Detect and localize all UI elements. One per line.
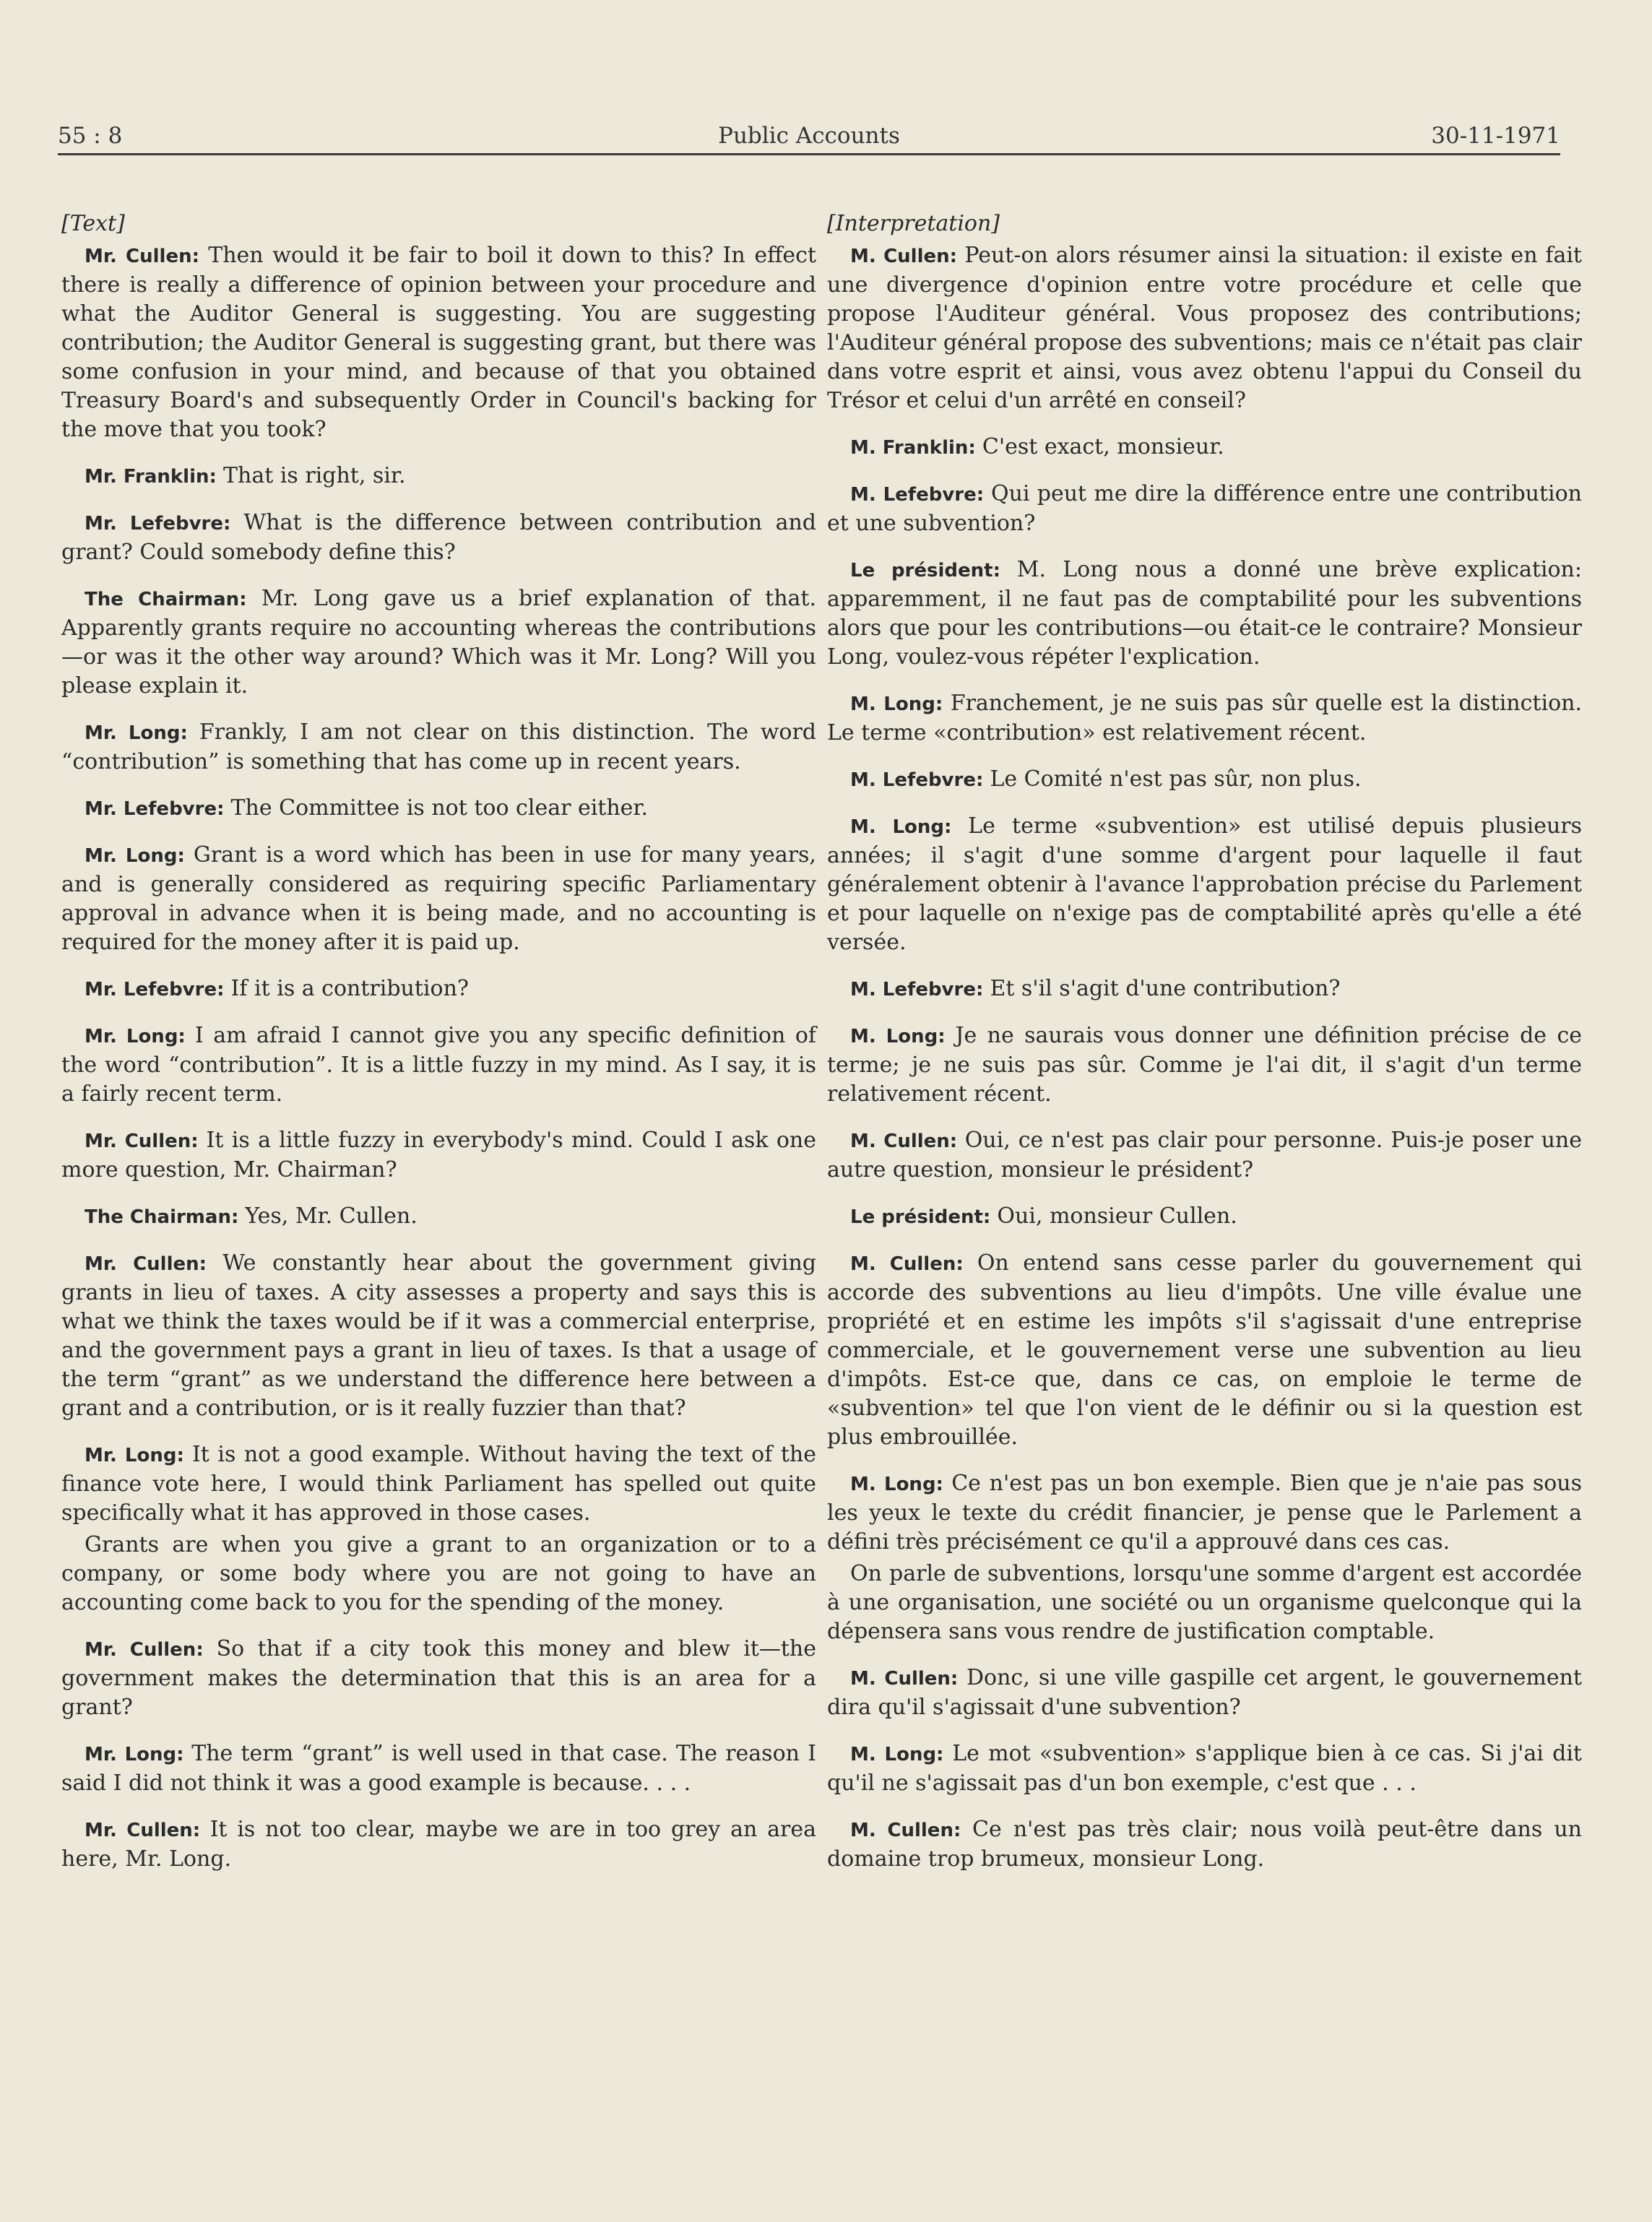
speech-text: Le mot «subvention» s'applique bien à ce cas. Si j'ai dit qu'il ne s'agissait pas d'un bon exemple, c'est que . . .	[827, 1741, 1582, 1796]
speech-text: Grant is a word which has been in use for many years, and is generally considered as requiring specific Parliamentary approval in advance when it is being made, and no accounting is required for the money after it is paid up.	[61, 842, 816, 955]
speech-text: M. Long nous a donné une brève explication: apparemment, il ne faut pas de comptabilité pour les subventions alors que pour les contributions—ou était-ce le contraire? Monsieur Long, voulez-vous répéter l'explication.	[827, 557, 1582, 670]
speech-paragraph	[61, 974, 816, 1004]
speech-text: Oui, ce n'est pas clair pour personne. Puis-je poser une autre question, monsieur le président?	[827, 1128, 1582, 1183]
speech-paragraph	[61, 841, 816, 957]
speaker-name: M. Cullen:	[850, 1131, 958, 1152]
speech-text: Then would it be fair to boil it down to this? In effect there is really a difference of opinion between your procedure and what the Auditor General is suggesting. You are suggesting contribution; the Auditor General is suggesting grant, but there was some confusion in your mind, and because of that you obtained Treasury Board's and subsequently Order in Council's backing for the move that you took?	[61, 243, 817, 442]
speaker-name: M. Long:	[850, 1026, 946, 1047]
speech-text: Oui, monsieur Cullen.	[997, 1203, 1237, 1229]
speech-paragraph	[827, 1469, 1582, 1557]
speech-paragraph	[827, 1664, 1582, 1722]
speech-paragraph	[61, 1440, 816, 1528]
language-label: [Interpretation]	[827, 211, 1000, 236]
speaker-name: The Chairman:	[85, 1206, 239, 1228]
speech-paragraph	[61, 1635, 816, 1722]
speaker-name: Mr. Long:	[85, 722, 188, 744]
speaker-name: Le président:	[850, 1206, 991, 1228]
speaker-name: M. Cullen:	[850, 1668, 959, 1690]
page-header	[58, 116, 1560, 155]
speech-text: The term “grant” is well used in that case. The reason I said I did not think it was a good example is because. . . .	[61, 1741, 816, 1796]
speech-paragraph	[827, 433, 1582, 462]
speech-text: It is not too clear, maybe we are in too grey an area here, Mr. Long.	[61, 1817, 817, 1872]
speech-text: What is the difference between contribution and grant? Could somebody define this?	[61, 510, 816, 565]
speech-text: Je ne saurais vous donner une définition précise de ce terme; je ne suis pas sûr. Comme je l'ai dit, il s'agit d'un terme relativement récent.	[827, 1023, 1582, 1107]
speech-text: Ce n'est pas très clair; nous voilà peut-être dans un domaine trop brumeux, monsieur Long.	[827, 1817, 1582, 1872]
speech-paragraph	[827, 556, 1582, 672]
speech-paragraph	[61, 462, 816, 491]
speech-paragraph	[61, 794, 816, 823]
language-label: [Text]	[61, 211, 125, 236]
speaker-name: Mr. Long:	[85, 845, 185, 867]
speech-text: Et s'il s'agit d'une contribution?	[990, 976, 1341, 1001]
speech-text: C'est exact, monsieur.	[982, 434, 1224, 459]
speaker-name: Mr. Long:	[85, 1026, 186, 1047]
speech-paragraph	[827, 812, 1582, 957]
speaker-name: The Chairman:	[85, 589, 247, 610]
continuation-paragraph	[61, 1531, 816, 1617]
continuation-paragraph	[827, 1560, 1582, 1646]
page-date: 30-11-1971	[1431, 123, 1560, 149]
speech-text: Le terme «subvention» est utilisé depuis plusieurs années; il s'agit d'une somme d'argent pour laquelle il faut généralement obtenir à l'avance l'approbation précise du Parlement et pour laquelle on n'exige pas de comptabilité après qu'elle a été versée.	[827, 813, 1583, 955]
speaker-name: Mr. Lefebvre:	[85, 513, 231, 535]
speech-text: If it is a contribution?	[230, 976, 469, 1001]
speech-text: It is not a good example. Without having the text of the finance vote here, I would think Parliament has spelled out quite specifically what it has approved in those cases.	[61, 1442, 816, 1526]
speech-text: Ce n'est pas un bon exemple. Bien que je n'aie pas sous les yeux le texte du crédit financier, je pense que le Parlement a défini très précisément ce qu'il a approuvé dans ces cas.	[827, 1471, 1582, 1555]
speaker-name: M. Lefebvre:	[850, 979, 984, 1000]
speaker-name: Mr. Long:	[85, 1744, 184, 1765]
speech-text: On entend sans cesse parler du gouvernement qui accorde des subventions au lieu d'impôts. Une ville évalue une propriété et en estime les impôts s'il s'agissait d'une entreprise commerciale, et le gouvernement verse une subvention au lieu d'impôts. Est-ce que, dans ce cas, on emploie le terme de «subvention» tel que l'on vient de le définir ou si la question est plus embrouillée.	[827, 1250, 1582, 1450]
speech-paragraph	[61, 584, 816, 701]
speech-text: Mr. Long gave us a brief explanation of that. Apparently grants require no accounting whereas the contributions—or was it the other way around? Which was it Mr. Long? Will you please explain it.	[61, 586, 816, 699]
english-column	[61, 209, 816, 1891]
speech-text: It is a little fuzzy in everybody's mind. Could I ask one more question, Mr. Chairman?	[61, 1128, 816, 1183]
speaker-name: M. Cullen:	[850, 246, 958, 267]
speech-text: I am afraid I cannot give you any specific definition of the word “contribution”. It is a little fuzzy in my mind. As I say, it is a fairly recent term.	[61, 1023, 816, 1107]
page-number: 55 : 8	[58, 123, 123, 149]
speech-paragraph	[61, 1126, 816, 1185]
french-column	[827, 209, 1582, 1891]
speech-paragraph	[61, 718, 816, 777]
speaker-name: Mr. Franklin:	[85, 466, 217, 488]
speaker-name: M. Lefebvre:	[850, 769, 984, 791]
speaker-name: Mr. Long:	[85, 1445, 184, 1466]
speaker-name: Mr. Lefebvre:	[85, 979, 225, 1000]
speech-paragraph	[827, 1249, 1582, 1452]
speech-paragraph	[61, 1815, 816, 1874]
speech-paragraph	[827, 1202, 1582, 1232]
speech-paragraph	[61, 1021, 816, 1109]
speech-paragraph	[827, 1815, 1582, 1874]
speech-paragraph	[827, 1021, 1582, 1109]
speech-paragraph	[827, 241, 1582, 415]
speech-text: Yes, Mr. Cullen.	[245, 1203, 418, 1229]
speech-paragraph	[827, 689, 1582, 748]
speech-paragraph	[61, 1739, 816, 1798]
speaker-name: Mr. Cullen:	[85, 246, 200, 267]
speech-paragraph	[827, 974, 1582, 1004]
speech-text: On parle de subventions, lorsqu'une somme d'argent est accordée à une organisation, une société ou un organisme quelconque qui la dépensera sans vous rendre de justification comptable.	[827, 1561, 1582, 1644]
speech-text: Donc, si une ville gaspille cet argent, le gouvernement dira qu'il s'agissait d'une subvention?	[827, 1665, 1582, 1720]
speech-text: Franchement, je ne suis pas sûr quelle est la distinction. Le terme «contribution» est relativement récent.	[827, 691, 1583, 745]
speaker-name: M. Long:	[850, 693, 943, 715]
speaker-name: Mr. Cullen:	[85, 1131, 199, 1152]
speech-text: So that if a city took this money and blew it—the government makes the determination that this is an area for a grant?	[61, 1636, 816, 1720]
speech-text: We constantly hear about the government giving grants in lieu of taxes. A city assesses a property and says this is what we think the taxes would be if it was a commercial enterprise, and the government pays a grant in lieu of taxes. Is that a usage of the term “grant” as we understand the difference here between a grant and a contribution, or is it really fuzzier than that?	[61, 1250, 817, 1421]
speaker-name: Le président:	[850, 560, 1000, 582]
speaker-name: Mr. Cullen:	[85, 1820, 201, 1841]
speech-paragraph	[61, 509, 816, 567]
speaker-name: M. Franklin:	[850, 437, 976, 459]
speech-text: Peut-on alors résumer ainsi la situation: il existe en fait une divergence d'opinion entre votre procédure et celle que propose l'Auditeur général. Vous proposez des contributions; l'Auditeur général propose des subventions; mais ce n'était pas clair dans votre esprit et ainsi, vous avez obtenu l'appui du Conseil du Trésor et celui d'un arrêté en conseil?	[827, 243, 1582, 413]
speech-text: Grants are when you give a grant to an organization or to a company, or some body where you are not going to have an accounting come back to you for the spending of the money.	[61, 1532, 816, 1615]
speech-text: The Committee is not too clear either.	[230, 795, 649, 821]
speaker-name: M. Long:	[850, 816, 952, 838]
speech-paragraph	[827, 765, 1582, 795]
speech-paragraph	[61, 241, 816, 444]
speaker-name: M. Long:	[850, 1744, 944, 1765]
speech-paragraph	[827, 1739, 1582, 1798]
speaker-name: Mr. Cullen:	[85, 1639, 204, 1661]
speaker-name: M. Cullen:	[850, 1253, 964, 1275]
speech-text: Le Comité n'est pas sûr, non plus.	[990, 766, 1362, 792]
speech-paragraph	[61, 1202, 816, 1232]
speech-paragraph	[61, 1249, 816, 1423]
speech-text: Qui peut me dire la différence entre une contribution et une subvention?	[827, 481, 1582, 536]
speaker-name: Mr. Lefebvre:	[85, 798, 225, 820]
speaker-name: M. Long:	[850, 1474, 943, 1495]
speech-paragraph	[827, 1126, 1582, 1185]
speech-text: That is right, sir.	[222, 463, 406, 488]
speech-paragraph	[827, 480, 1582, 538]
speaker-name: M. Cullen:	[850, 1820, 961, 1841]
publication-title: Public Accounts	[718, 123, 900, 149]
speaker-name: Mr. Cullen:	[85, 1253, 207, 1275]
speaker-name: M. Lefebvre:	[850, 484, 985, 506]
speech-text: Frankly, I am not clear on this distinction. The word “contribution” is something that has come up in recent years.	[61, 719, 816, 774]
